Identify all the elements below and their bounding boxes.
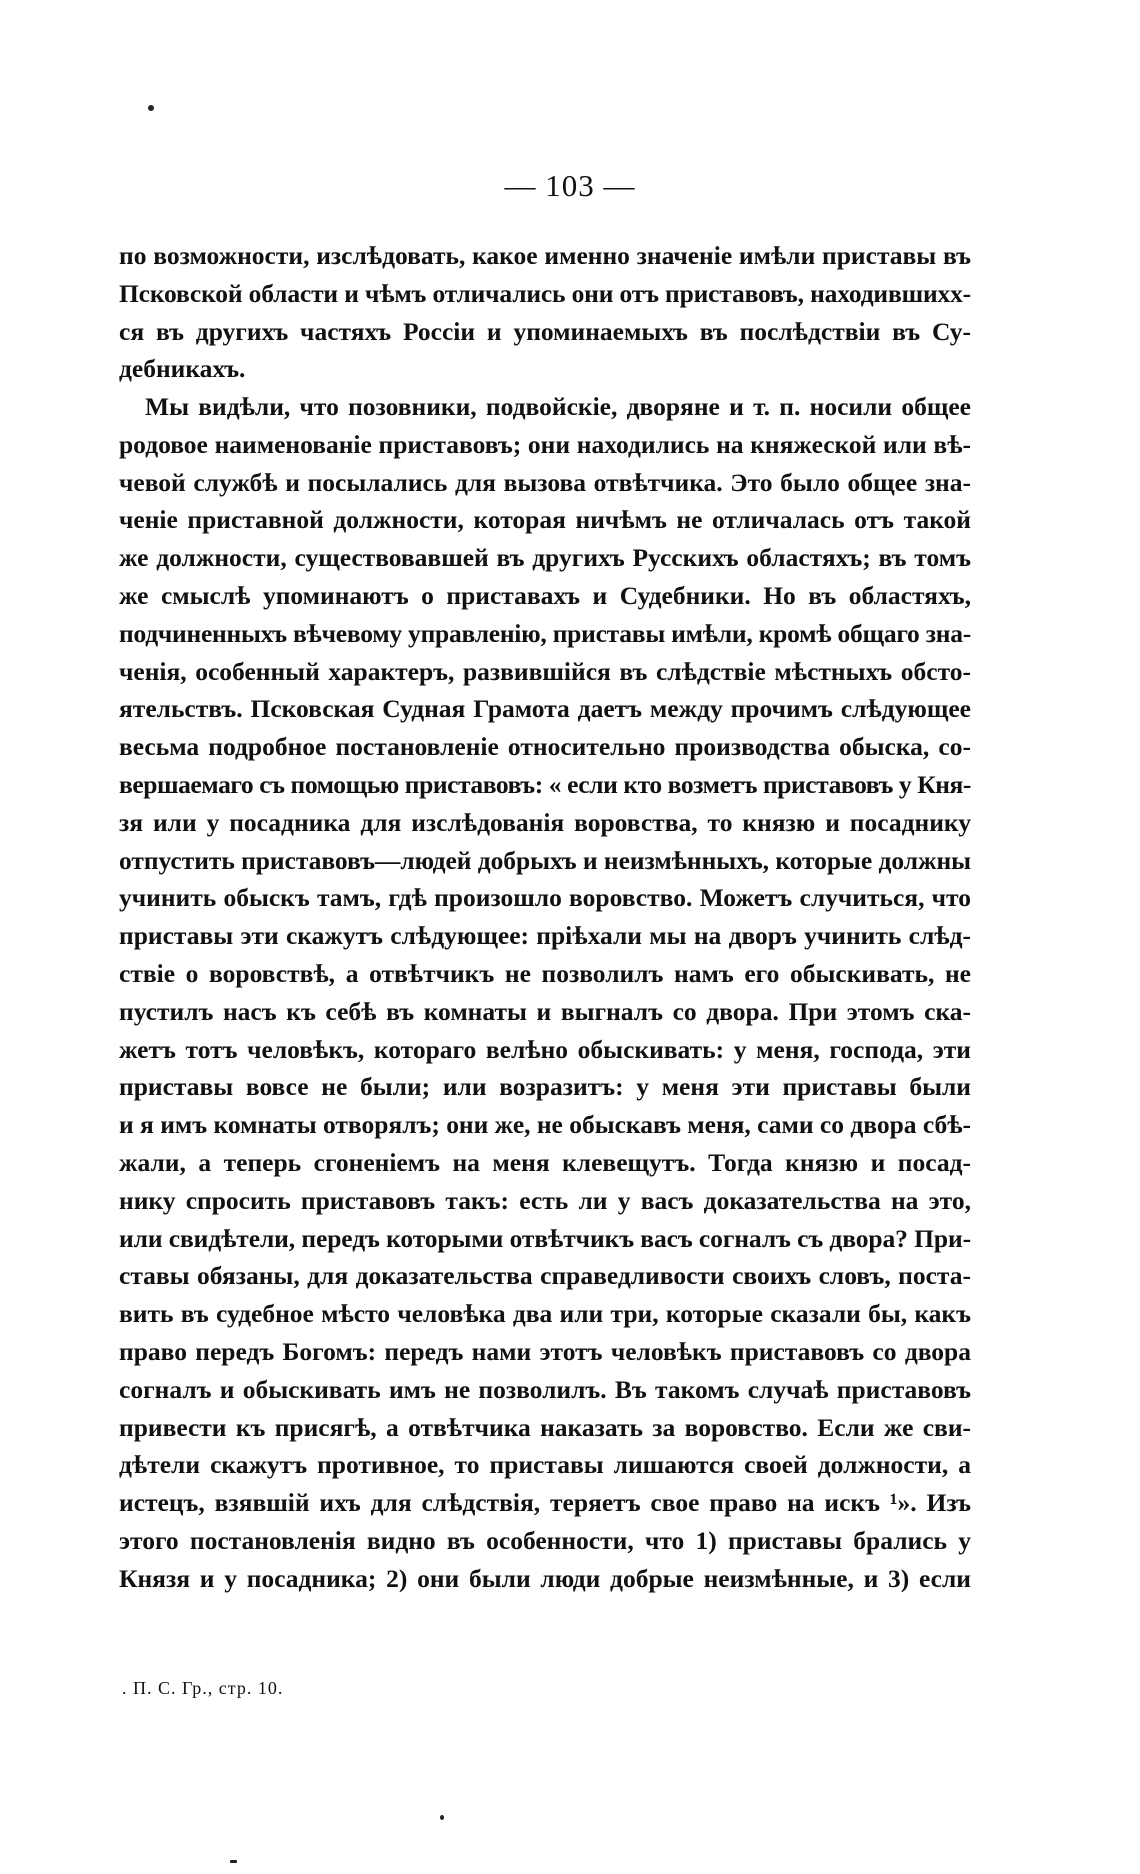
text-line: жетъ тотъ человѣкъ, котораго велѣно обыскивать: у меня, господа, эти (119, 1034, 971, 1064)
text-line: согналъ и обыскивать имъ не позволилъ. Въ такомъ случаѣ приставовъ (119, 1374, 971, 1404)
text-line: по возможности, изслѣдовать, какое именно значеніе имѣли приставы въ (119, 241, 971, 270)
text-line: этого постановленія видно въ особенности, что 1) приставы брались у (119, 1525, 971, 1555)
ink-speck (148, 105, 154, 111)
text-line: же должности, существовавшей въ другихъ Русскихъ областяхъ; въ томъ (119, 543, 971, 573)
text-line: или свидѣтели, передъ которыми отвѣтчикъ васъ согналъ съ двора? При- (119, 1223, 971, 1253)
text-line: дѣтели скажутъ противное, то приставы лишаются своей должности, а (119, 1450, 971, 1480)
text-line: и я имъ комнаты отворялъ; они же, не обыскавъ меня, сами со двора сбѣ- (119, 1110, 971, 1140)
text-line: учинить обыскъ тамъ, гдѣ произошло воровство. Можетъ случиться, что (119, 883, 971, 913)
text-line: ченіе приставной должности, которая ничѣмъ не отличалась отъ такой (119, 505, 971, 535)
text-line: чевой службѣ и посылались для вызова отвѣтчика. Это было общее зна- (119, 467, 971, 497)
text-line: ченія, особенный характеръ, развившійся въ слѣдствіе мѣстныхъ обсто- (119, 656, 971, 686)
page-number: — 103 — (504, 168, 636, 203)
text-line: же смыслѣ упоминаютъ о приставахъ и Судебники. Но въ областяхъ, (119, 580, 971, 610)
text-line: истецъ, взявшій ихъ для слѣдствія, теряетъ свое право на искъ ¹». Изъ (119, 1488, 971, 1518)
ink-speck (440, 1815, 444, 1820)
text-line: ставы обязаны, для доказательства справедливости своихъ словъ, поста- (119, 1261, 971, 1291)
text-line: привести къ присягѣ, а отвѣтчика наказать за воровство. Если же сви- (119, 1412, 971, 1442)
text-line: Псковской области и чѣмъ отличались они отъ приставовъ, находившихх- (119, 278, 971, 308)
text-line: приставы вовсе не были; или возразитъ: у меня эти приставы были (119, 1072, 971, 1102)
text-line: подчиненныхъ вѣчевому управленію, приставы имѣли, кромѣ общаго зна- (119, 618, 971, 648)
text-line: Князя и у посадника; 2) они были люди добрые неизмѣнные, и 3) если (119, 1563, 971, 1593)
paragraph-1 (119, 237, 971, 388)
text-line: ятельствъ. Псковская Судная Грамота даетъ между прочимъ слѣдующее (119, 694, 971, 724)
text-line: нику спросить приставовъ такъ: есть ли у васъ доказательства на это, (119, 1185, 971, 1215)
text-line: ся въ другихъ частяхъ Россіи и упоминаемыхъ въ послѣдствіи въ Су- (119, 316, 971, 346)
ink-speck (230, 1860, 237, 1863)
text-line: жали, а теперь сгоненіемъ на меня клевещутъ. Тогда князю и посад- (119, 1147, 971, 1177)
footnote: . П. С. Гр., стр. 10. (122, 1678, 284, 1698)
text-line: пустилъ насъ къ себѣ въ комнаты и выгналъ со двора. При этомъ ска- (119, 996, 971, 1026)
text-line: вить въ судебное мѣсто человѣка два или три, которые сказали бы, какъ (119, 1299, 971, 1329)
text-line: зя или у посадника для изслѣдованія воровства, то князю и посаднику (119, 807, 971, 837)
paragraph-2 (119, 388, 971, 1598)
text-line: право передъ Богомъ: передъ нами этотъ человѣкъ приставовъ со двора (119, 1336, 971, 1366)
text-line: дебникахъ. (119, 354, 246, 384)
text-line: родовое наименованіе приставовъ; они находились на княжеской или вѣ- (119, 429, 971, 459)
text-line: приставы эти скажутъ слѣдующее: пріѣхали мы на дворъ учинить слѣд- (119, 921, 971, 951)
text-line: вершаемаго съ помощью приставовъ: « если кто возметъ приставовъ у Кня- (119, 769, 971, 799)
text-line: ствіе о воровствѣ, а отвѣтчикъ не позволилъ намъ его обыскивать, не (119, 958, 971, 988)
text-line: отпустить приставовъ—людей добрыхъ и неизмѣнныхъ, которые должны (119, 845, 971, 875)
text-line: Мы видѣли, что позовники, подвойскіе, дворяне и т. п. носили общее (145, 392, 971, 421)
text-line: весьма подробное постановленіе относительно производства обыска, со- (119, 732, 971, 762)
